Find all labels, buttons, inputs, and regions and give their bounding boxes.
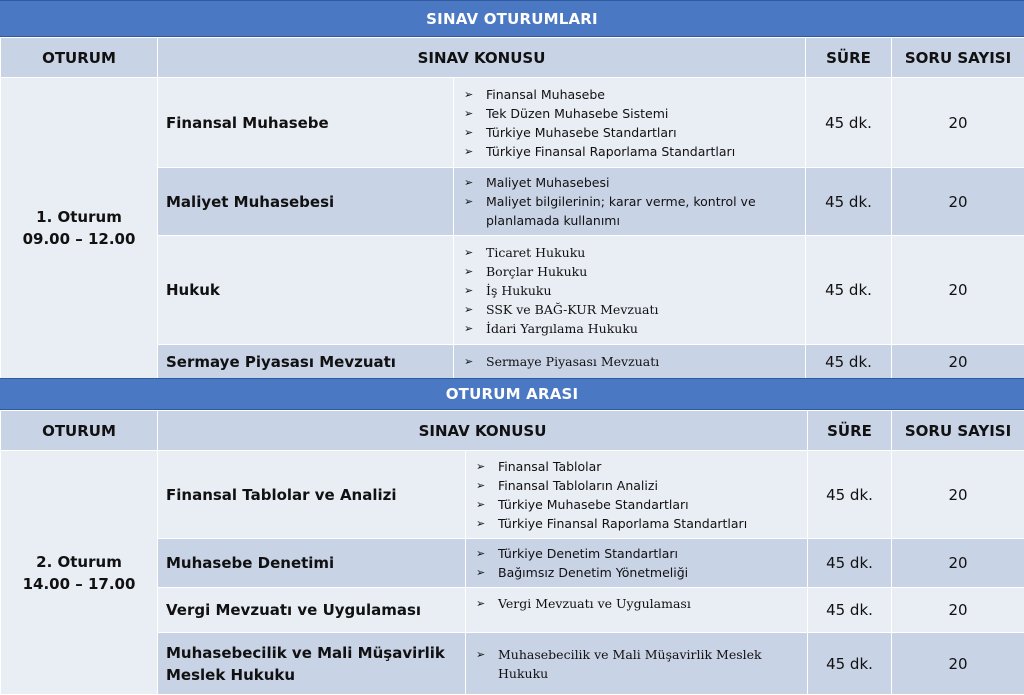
arrowhead-bullet-icon: ➢ <box>464 104 473 123</box>
session-time: 09.00 – 12.00 <box>1 228 157 250</box>
list-item: ➢ Türkiye Finansal Raporlama Standartları <box>476 514 803 533</box>
topics-cell <box>454 345 806 379</box>
arrowhead-bullet-icon: ➢ <box>464 319 473 338</box>
session-name: 2. Oturum <box>1 551 157 573</box>
list-item: ➢ Borçlar Hukuku <box>464 262 801 281</box>
questions-value: 20 <box>892 539 1024 588</box>
list-item: ➢ Türkiye Finansal Raporlama Standartları <box>464 142 801 161</box>
session-time: 14.00 – 17.00 <box>1 573 157 595</box>
subject-name: Sermaye Piyasası Mevzuatı <box>158 345 454 379</box>
arrowhead-bullet-icon: ➢ <box>464 85 473 104</box>
duration-value: 45 dk. <box>808 633 892 695</box>
subject-name: Maliyet Muhasebesi <box>158 168 454 236</box>
duration-value: 45 dk. <box>806 345 892 379</box>
subject-name: Hukuk <box>158 236 454 345</box>
arrowhead-bullet-icon: ➢ <box>476 514 485 533</box>
questions-value: 20 <box>892 451 1024 539</box>
list-item: ➢ Maliyet Muhasebesi <box>464 173 801 192</box>
session2-table <box>0 410 1024 695</box>
session-name: 1. Oturum <box>1 206 157 228</box>
list-item: ➢ Sermaye Piyasası Mevzuatı <box>464 352 801 371</box>
arrowhead-bullet-icon: ➢ <box>464 352 473 371</box>
session1-table <box>0 37 1024 379</box>
arrowhead-bullet-icon: ➢ <box>464 243 473 262</box>
duration-value: 45 dk. <box>806 236 892 345</box>
arrowhead-bullet-icon: ➢ <box>464 281 473 300</box>
header-subject: SINAV KONUSU <box>158 38 806 78</box>
subject-name: Muhasebe Denetimi <box>158 539 466 588</box>
list-item: ➢ Türkiye Denetim Standartları <box>476 544 803 563</box>
header-duration: SÜRE <box>808 411 892 451</box>
list-item: ➢ İş Hukuku <box>464 281 801 300</box>
header-subject: SINAV KONUSU <box>158 411 808 451</box>
questions-value: 20 <box>892 345 1024 379</box>
duration-value: 45 dk. <box>806 78 892 168</box>
title-banner <box>0 0 1024 37</box>
topics-cell <box>454 168 806 236</box>
questions-value: 20 <box>892 236 1024 345</box>
duration-value: 45 dk. <box>808 451 892 539</box>
header-duration: SÜRE <box>806 38 892 78</box>
topics-cell <box>466 633 808 695</box>
arrowhead-bullet-icon: ➢ <box>476 563 485 582</box>
table-row <box>1 451 1024 539</box>
list-item: ➢ SSK ve BAĞ-KUR Mevzuatı <box>464 300 801 319</box>
topics-cell <box>466 539 808 588</box>
subject-name: Finansal Tablolar ve Analizi <box>158 451 466 539</box>
questions-value: 20 <box>892 78 1024 168</box>
list-item: ➢ Finansal Tabloların Analizi <box>476 476 803 495</box>
topics-cell <box>466 451 808 539</box>
duration-value: 45 dk. <box>808 588 892 633</box>
break-banner <box>0 378 1024 410</box>
list-item: ➢ Muhasebecilik ve Mali Müşavirlik Meslek Hukuku <box>476 645 803 683</box>
break-label: OTURUM ARASI <box>446 385 579 403</box>
subject-name: Muhasebecilik ve Mali Müşavirlik Meslek Hukuku <box>158 633 466 695</box>
list-item: ➢ Tek Düzen Muhasebe Sistemi <box>464 104 801 123</box>
topics-cell <box>454 78 806 168</box>
header-row <box>1 38 1024 78</box>
list-item: ➢ Türkiye Muhasebe Standartları <box>476 495 803 514</box>
list-item: ➢ Türkiye Muhasebe Standartları <box>464 123 801 142</box>
duration-value: 45 dk. <box>808 539 892 588</box>
header-session: OTURUM <box>1 38 158 78</box>
duration-value: 45 dk. <box>806 168 892 236</box>
list-item: ➢ Finansal Muhasebe <box>464 85 801 104</box>
arrowhead-bullet-icon: ➢ <box>476 544 485 563</box>
list-item: ➢ Maliyet bilgilerinin; karar verme, kontrol ve planlamada kullanımı <box>464 192 801 230</box>
arrowhead-bullet-icon: ➢ <box>464 300 473 319</box>
arrowhead-bullet-icon: ➢ <box>464 142 473 161</box>
arrowhead-bullet-icon: ➢ <box>476 645 485 664</box>
list-item: ➢ Ticaret Hukuku <box>464 243 801 262</box>
arrowhead-bullet-icon: ➢ <box>476 457 485 476</box>
header-row <box>1 411 1024 451</box>
list-item: ➢ Finansal Tablolar <box>476 457 803 476</box>
session-cell <box>1 451 158 695</box>
subject-name: Vergi Mevzuatı ve Uygulaması <box>158 588 466 633</box>
header-questions: SORU SAYISI <box>892 411 1024 451</box>
header-session: OTURUM <box>1 411 158 451</box>
table-row <box>1 78 1024 168</box>
session-cell <box>1 78 158 379</box>
questions-value: 20 <box>892 168 1024 236</box>
questions-value: 20 <box>892 588 1024 633</box>
arrowhead-bullet-icon: ➢ <box>476 476 485 495</box>
arrowhead-bullet-icon: ➢ <box>476 594 485 613</box>
arrowhead-bullet-icon: ➢ <box>464 123 473 142</box>
arrowhead-bullet-icon: ➢ <box>476 495 485 514</box>
topics-cell <box>466 588 808 633</box>
list-item: ➢ Vergi Mevzuatı ve Uygulaması <box>476 594 803 613</box>
page-title: SINAV OTURUMLARI <box>426 10 598 28</box>
arrowhead-bullet-icon: ➢ <box>464 173 473 192</box>
arrowhead-bullet-icon: ➢ <box>464 262 473 281</box>
arrowhead-bullet-icon: ➢ <box>464 192 473 211</box>
list-item: ➢ Bağımsız Denetim Yönetmeliği <box>476 563 803 582</box>
header-questions: SORU SAYISI <box>892 38 1024 78</box>
subject-name: Finansal Muhasebe <box>158 78 454 168</box>
topics-cell <box>454 236 806 345</box>
questions-value: 20 <box>892 633 1024 695</box>
list-item: ➢ İdari Yargılama Hukuku <box>464 319 801 338</box>
